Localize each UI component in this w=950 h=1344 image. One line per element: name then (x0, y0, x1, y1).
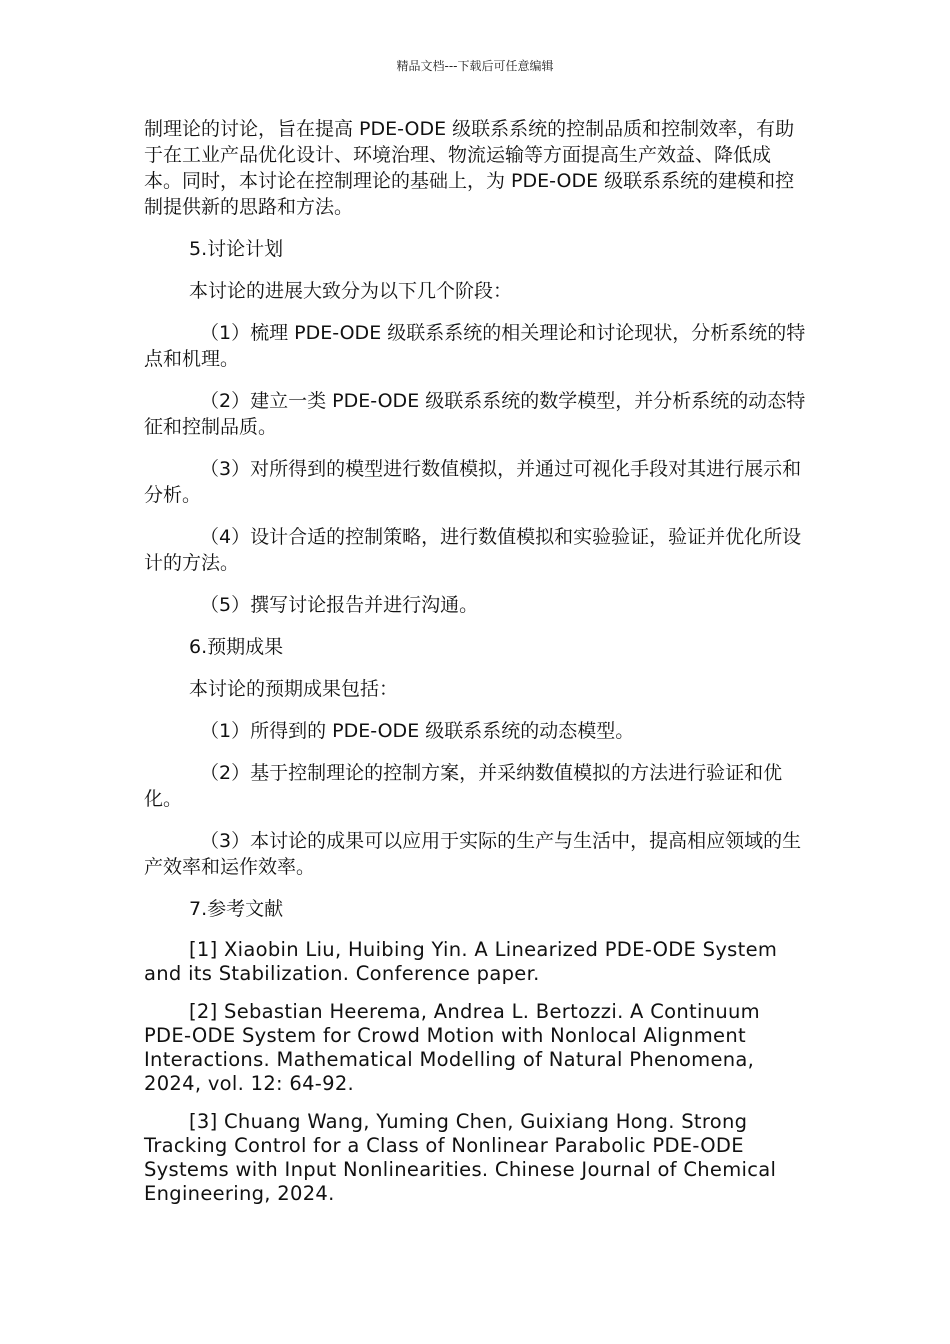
plan-item-2: （2）建立一类 PDE-ODE 级联系系统的数学模型，并分析系统的动态特征和控制品质。 (144, 390, 806, 438)
section-heading-results: 6.预期成果 (189, 636, 284, 658)
result-item-1: （1）所得到的 PDE-ODE 级联系系统的动态模型。 (200, 720, 635, 742)
reference-item: [2] Sebastian Heerema, Andrea L. Bertozzi. A Continuum PDE-ODE System for Crowd Motion with Nonlocal Alignment Interactions. Mathematical Modelling of Natural Phenomena, 2024, vol. 12: 64-92. (144, 1000, 760, 1095)
plan-item-5: （5）撰写讨论报告并进行沟通。 (200, 594, 479, 616)
plan-item-4: （4）设计合适的控制策略，进行数值模拟和实验验证，验证并优化所设计的方法。 (144, 526, 802, 574)
intro-paragraph: 制理论的讨论，旨在提高 PDE-ODE 级联系系统的控制品质和控制效率，有助于在工业产品优化设计、环境治理、物流运输等方面提高生产效益、降低成本。同时，本讨论在控制理论的基础上，为 PDE-ODE 级联系系统的建模和控制提供新的思路和方法。 (144, 118, 795, 218)
reference-item: [1] Xiaobin Liu, Huibing Yin. A Linearized PDE-ODE System and its Stabilization. Conference paper. (144, 938, 778, 985)
plan-intro: 本讨论的进展大致分为以下几个阶段： (189, 280, 513, 302)
plan-item-3: （3）对所得到的模型进行数值模拟，并通过可视化手段对其进行展示和分析。 (144, 458, 802, 506)
plan-item-1: （1）梳理 PDE-ODE 级联系系统的相关理论和讨论现状，分析系统的特点和机理。 (144, 322, 806, 370)
reference-item: [3] Chuang Wang, Yuming Chen, Guixiang Hong. Strong Tracking Control for a Class of Nonlinear Parabolic PDE-ODE Systems with Input Nonlinearities. Chinese Journal of Chemical Engineering, 2024. (144, 1110, 777, 1205)
document-body (144, 116, 806, 1220)
section-heading-plan: 5.讨论计划 (189, 238, 284, 260)
results-intro: 本讨论的预期成果包括： (189, 678, 399, 700)
section-heading-references: 7.参考文献 (189, 898, 284, 920)
result-item-3: （3）本讨论的成果可以应用于实际的生产与生活中，提高相应领域的生产效率和运作效率。 (144, 830, 802, 878)
result-item-2: （2）基于控制理论的控制方案，并采纳数值模拟的方法进行验证和优化。 (144, 762, 783, 810)
page-header: 精品文档---下载后可任意编辑 (396, 59, 554, 73)
